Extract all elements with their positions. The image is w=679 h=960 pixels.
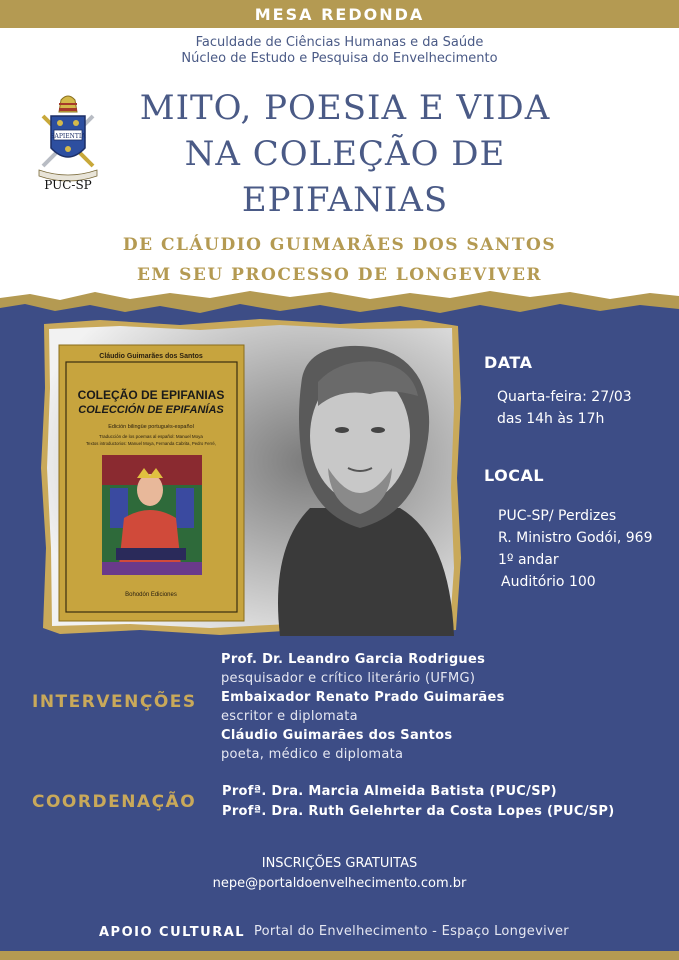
speaker-2-role: escritor e diplomata <box>221 709 358 724</box>
top-banner: MESA REDONDA <box>0 0 679 28</box>
location-line-4: Auditório 100 <box>501 574 596 590</box>
book-credits-2: Textos introductorios: Manuel Moya, Fernanda Cabrita, Pedro Ferré, <box>86 441 216 446</box>
book-author: Cláudio Guimarães dos Santos <box>99 353 203 360</box>
book-and-author-photo <box>40 318 462 636</box>
coordination-label: COORDENAÇÃO <box>32 792 197 812</box>
book-publisher: Bohodón Ediciones <box>125 592 177 598</box>
interventions-label: INTERVENÇÕES <box>32 692 197 712</box>
location-line-1: PUC-SP/ Perdizes <box>498 508 617 524</box>
title-line-3: EPIFANIAS <box>241 180 449 220</box>
crest-motto: SAPIENTIA <box>50 133 86 140</box>
book-edition: Edición bilingüe portugués-español <box>108 424 194 430</box>
registration-email[interactable]: nepe@portaldoenvelhecimento.com.br <box>212 876 467 891</box>
speaker-1-name: Prof. Dr. Leandro Garcia Rodrigues <box>221 652 486 667</box>
book-title-pt: COLEÇÃO DE EPIFANIAS <box>77 388 225 402</box>
logo-label: PUC-SP <box>44 178 92 192</box>
title-line-2: NA COLEÇÃO DE <box>184 134 506 174</box>
speaker-3-name: Cláudio Guimarães dos Santos <box>221 728 453 743</box>
coordinator-2: Profª. Dra. Ruth Gelehrter da Costa Lopes (PUC/SP) <box>222 804 615 819</box>
institution-line-1: Faculdade de Ciências Humanas e da Saúde <box>195 35 484 50</box>
speaker-2-name: Embaixador Renato Prado Guimarães <box>221 690 505 705</box>
support-label: APOIO CULTURAL <box>99 925 246 940</box>
coordinator-1: Profª. Dra. Marcia Almeida Batista (PUC/SP) <box>222 784 557 799</box>
subtitle-line-2: EM SEU PROCESSO DE LONGEVIVER <box>136 265 543 285</box>
book-title-es: COLECCIÓN DE EPIFANÍAS <box>78 404 224 416</box>
bottom-band <box>0 951 679 960</box>
subtitle-line-1: DE CLÁUDIO GUIMARÃES DOS SANTOS <box>122 235 557 255</box>
date-line-2: das 14h às 17h <box>497 411 605 427</box>
location-line-2: R. Ministro Godói, 969 <box>498 530 653 546</box>
title-line-1: MITO, POESIA E VIDA <box>139 88 551 128</box>
location-line-3: 1º andar <box>498 552 559 568</box>
book-cover <box>59 345 244 621</box>
date-line-1: Quarta-feira: 27/03 <box>497 389 632 405</box>
location-label: LOCAL <box>484 466 545 485</box>
date-label: DATA <box>484 353 533 372</box>
institution-line-2: Núcleo de Estudo e Pesquisa do Envelhecimento <box>181 51 498 66</box>
support-value: Portal do Envelhecimento - Espaço Longeviver <box>254 924 569 939</box>
speaker-1-role: pesquisador e crítico literário (UFMG) <box>221 671 476 686</box>
book-credits-1: Traducción de los poemas al español: Manuel Moya <box>99 434 203 439</box>
registration-title: INSCRIÇÕES GRATUITAS <box>261 856 418 871</box>
speaker-3-role: poeta, médico e diplomata <box>221 747 404 762</box>
